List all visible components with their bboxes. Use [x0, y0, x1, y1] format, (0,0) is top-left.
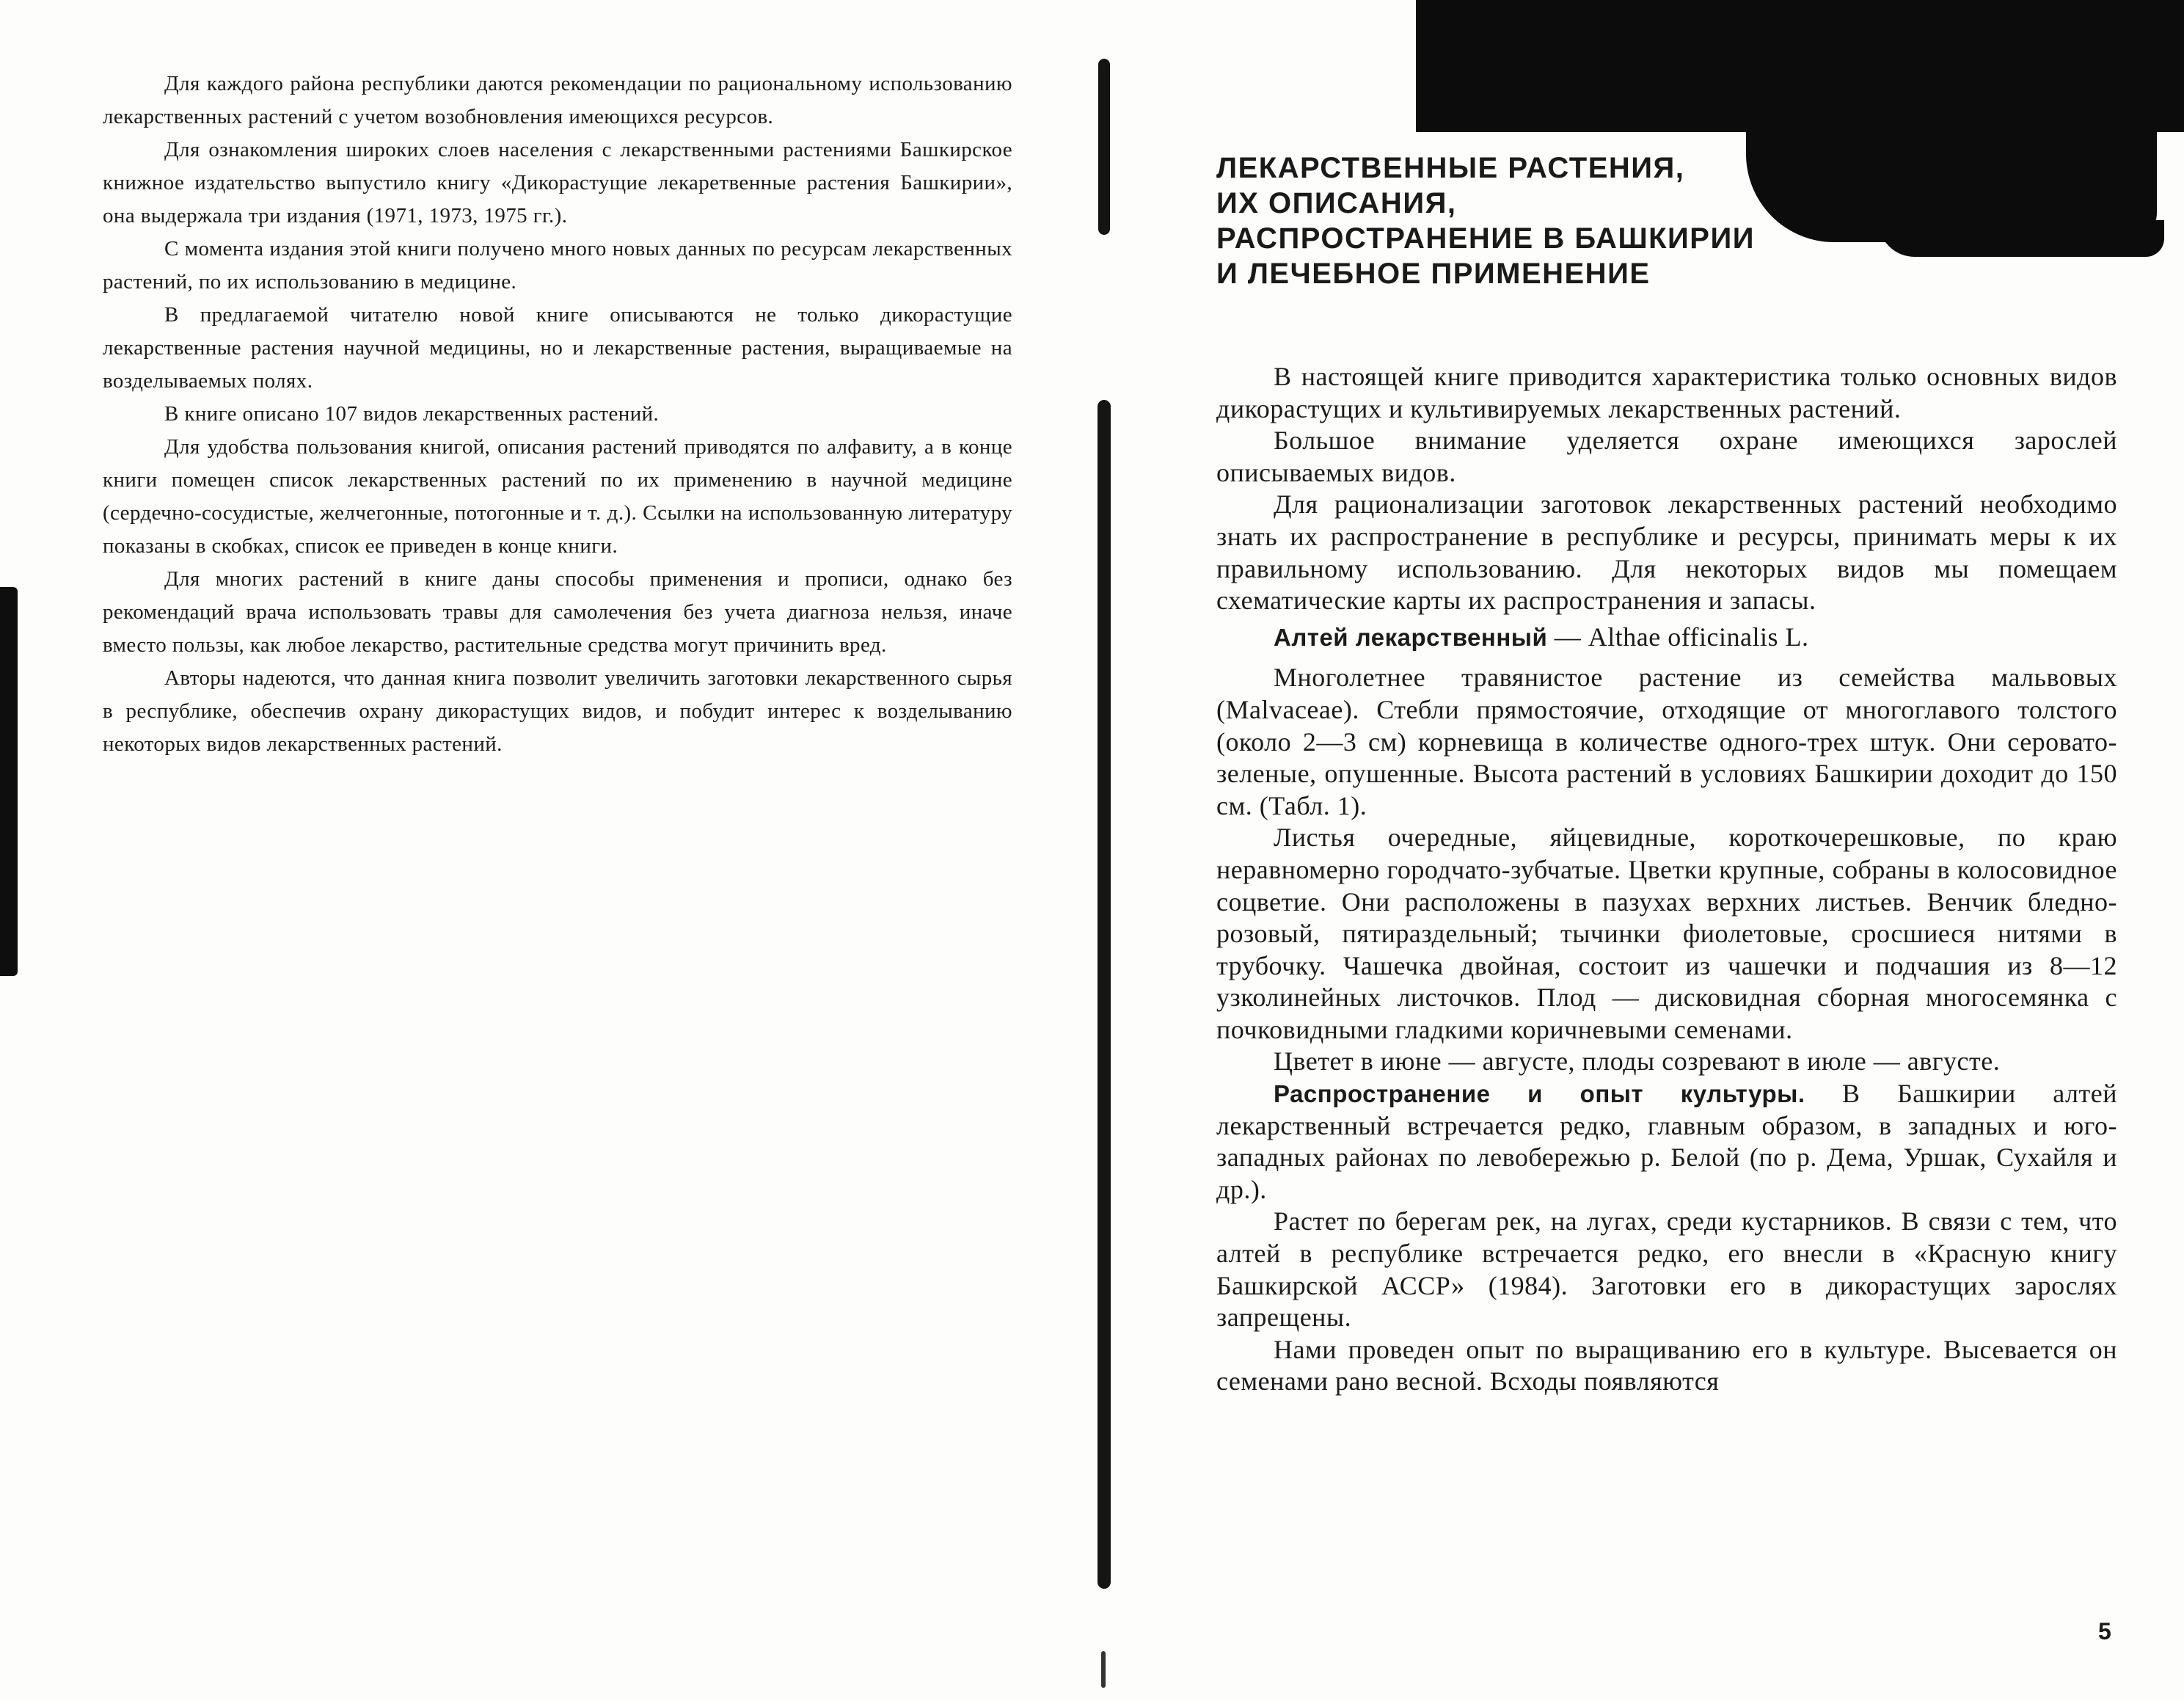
gutter-shadow-top: [1098, 59, 1110, 235]
paragraph: В книге описано 107 видов лекарственных растений.: [164, 402, 660, 426]
paragraph: С момента издания этой книги получено много новых данных по ресурсам лекарственных растений, по их использованию в медицине.: [103, 237, 1012, 294]
gutter-shadow-bottom: [1101, 1651, 1106, 1688]
paragraph: В предлагаемой читателю новой книге описываются не только дикорастущие лекарственные растения научной медицины, но и лекарственные растения, выращиваемые на возделываемых полях.: [103, 303, 1012, 393]
section-heading: Распространение и опыт культуры.: [1274, 1080, 1805, 1108]
page-number: 5: [2098, 1618, 2111, 1644]
chapter-title-line: И ЛЕЧЕБНОЕ ПРИМЕНЕНИЕ: [1216, 258, 1651, 290]
left-page: [103, 68, 1012, 761]
plant-name-ru: Алтей лекарственный: [1274, 623, 1548, 651]
heading-dash: —: [1547, 622, 1588, 652]
paragraph: Для ознакомления широких слоев населения с лекарственными растениями Башкирское книжное издательство выпустило книгу «Дикорастущие лекаретвенные растения Башкирии», она выдержала три издания (1971, 1973, 1975 гг.).: [103, 138, 1012, 227]
chapter-title: [1216, 150, 2117, 291]
paragraph: В настоящей книге приводится характеристика только основных видов дикорастущих и культивируемых лекарственных растений.: [1216, 362, 2117, 423]
paragraph: Цветет в июне — августе, плоды созревают в июле — августе.: [1274, 1046, 2001, 1077]
section-text: В Башкирии алтей лекарственный встречается редко, главным образом, в западных и юго-западных районах по левобережью р. Белой (по р. Дема, Уршак, Сухайля и др.).: [1216, 1079, 2117, 1204]
paragraph: Большое внимание уделяется охране имеющихся зарослей описываемых видов.: [1216, 426, 2117, 487]
paragraph: Многолетнее травянистое растение из семейства мальвовых (Malvaceae). Стебли прямостоячие, отходящие от многоглавого толстого (около 2—3 см) корневища в количестве одного-трех штук. Они серовато-зеленые, опушенные. Высота растений в условиях Башкирии доходит до 150 см. (Табл. 1).: [1216, 663, 2117, 820]
plant-name-latin: Althae officinalis L.: [1588, 622, 1809, 652]
paragraph: Для рационализации заготовок лекарственных растений необходимо знать их распространение в республике и ресурсы, принимать меры к их правильному использованию. Для некоторых видов мы помещаем схематические карты их распространения и запасы.: [1216, 489, 2117, 616]
distribution-paragraph: [1216, 1078, 2117, 1206]
paragraph: Авторы надеются, что данная книга позволит увеличить заготовки лекарственного сырья в республике, обеспечив охрану дикорастущих видов, и побудит интерес к возделыванию некоторых видов лекарственных растений.: [103, 666, 1012, 756]
right-page: [1216, 150, 2117, 1398]
chapter-title-line: ИХ ОПИСАНИЯ,: [1216, 187, 1457, 219]
gutter-shadow: [1098, 400, 1111, 1589]
chapter-title-line: ЛЕКАРСТВЕННЫЕ РАСТЕНИЯ,: [1216, 152, 1685, 184]
paragraph: Нами проведен опыт по выращиванию его в культуре. Высевается он семенами рано весной. Всходы появляются: [1216, 1334, 2117, 1396]
paragraph: Для каждого района республики даются рекомендации по рациональному использованию лекарственных растений с учетом возобновления имеющихся ресурсов.: [103, 72, 1012, 128]
paragraph: Растет по берегам рек, на лугах, среди кустарников. В связи с тем, что алтей в республике встречается редко, его внесли в «Красную книгу Башкирской АССР» (1984). Заготовки его в дикорастущих зарослях запрещены.: [1216, 1206, 2117, 1333]
chapter-title-line: РАСПРОСТРАНЕНИЕ В БАШКИРИИ: [1216, 222, 1755, 255]
paragraph: Для удобства пользования книгой, описания растений приводятся по алфавиту, а в конце книги помещен список лекарственных растений по их применению в научной медицине (сердечно-сосудистые, желчегонные, потогонные и т. д.). Ссылки на использованную литературу показаны в скобках, список ее приведен в конце книги.: [103, 435, 1012, 558]
scan-edge-mark: [0, 587, 18, 976]
plant-heading: [1216, 622, 2117, 654]
paragraph: Для многих растений в книге даны способы применения и прописи, однако без рекомендаций врача использовать травы для самолечения без учета диагноза нельзя, иначе вместо пользы, как любое лекарство, растительные средства могут причинить вред.: [103, 567, 1012, 657]
paragraph: Листья очередные, яйцевидные, короткочерешковые, по краю неравномерно городчато-зубчатые. Цветки крупные, собраны в колосовидное соцветие. Они расположены в пазухах верхних листьев. Венчик бледно-розовый, пятираздельный; тычинки фиолетовые, сросшиеся нитями в трубочку. Чашечка двойная, состоит из чашечки и подчашия из 8—12 узколинейных листочков. Плод — дисковидная сборная многосемянка с почковидными гладкими коричневыми семенами.: [1216, 823, 2117, 1044]
